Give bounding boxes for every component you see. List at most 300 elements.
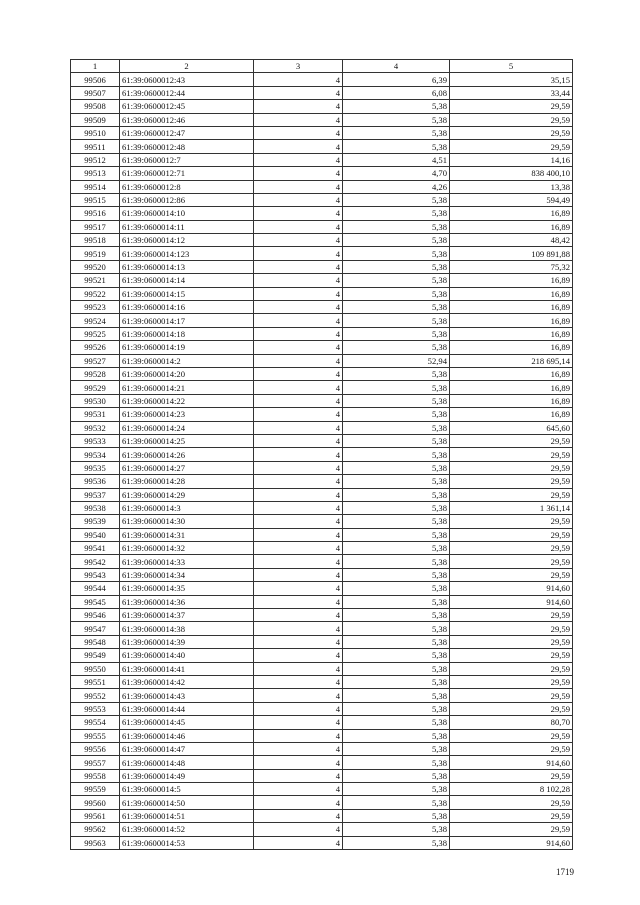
table-row (71, 421, 573, 434)
table-row (71, 675, 573, 688)
cadastral-number-cell: 61:39:0600014:21 (120, 381, 254, 394)
code-cell: 4 (254, 367, 343, 380)
table-row (71, 796, 573, 809)
cadastral-number-cell: 61:39:0600014:19 (120, 341, 254, 354)
code-cell: 4 (254, 421, 343, 434)
row-number-cell: 99541 (71, 542, 120, 555)
cadastral-number-cell: 61:39:0600014:44 (120, 702, 254, 715)
cadastral-number-cell: 61:39:0600014:47 (120, 742, 254, 755)
table-row (71, 501, 573, 514)
value-cell: 5,38 (343, 582, 450, 595)
row-number-cell: 99542 (71, 555, 120, 568)
value-cell: 5,38 (343, 287, 450, 300)
row-number-cell: 99506 (71, 73, 120, 86)
cadastral-number-cell: 61:39:0600012:48 (120, 140, 254, 153)
amount-cell: 914,60 (450, 595, 573, 608)
column-header: 5 (450, 60, 573, 73)
cadastral-number-cell: 61:39:0600014:27 (120, 461, 254, 474)
cadastral-number-cell: 61:39:0600014:35 (120, 582, 254, 595)
cadastral-number-cell: 61:39:0600014:30 (120, 515, 254, 528)
amount-cell: 16,89 (450, 301, 573, 314)
amount-cell: 16,89 (450, 327, 573, 340)
code-cell: 4 (254, 434, 343, 447)
table-row (71, 716, 573, 729)
cadastral-number-cell: 61:39:0600014:53 (120, 836, 254, 849)
amount-cell: 29,59 (450, 434, 573, 447)
code-cell: 4 (254, 408, 343, 421)
code-cell: 4 (254, 836, 343, 849)
amount-cell: 838 400,10 (450, 167, 573, 180)
cadastral-number-cell: 61:39:0600012:71 (120, 167, 254, 180)
value-cell: 5,38 (343, 515, 450, 528)
row-number-cell: 99535 (71, 461, 120, 474)
amount-cell: 29,59 (450, 702, 573, 715)
value-cell: 5,38 (343, 260, 450, 273)
row-number-cell: 99511 (71, 140, 120, 153)
row-number-cell: 99537 (71, 488, 120, 501)
amount-cell: 29,59 (450, 113, 573, 126)
cadastral-number-cell: 61:39:0600014:39 (120, 635, 254, 648)
table-row (71, 542, 573, 555)
amount-cell: 29,59 (450, 448, 573, 461)
cadastral-number-cell: 61:39:0600014:40 (120, 649, 254, 662)
code-cell: 4 (254, 381, 343, 394)
row-number-cell: 99538 (71, 501, 120, 514)
cadastral-number-cell: 61:39:0600012:8 (120, 180, 254, 193)
table-row (71, 193, 573, 206)
amount-cell: 29,59 (450, 568, 573, 581)
cadastral-number-cell: 61:39:0600014:29 (120, 488, 254, 501)
value-cell: 52,94 (343, 354, 450, 367)
amount-cell: 29,59 (450, 555, 573, 568)
cadastral-number-cell: 61:39:0600014:20 (120, 367, 254, 380)
code-cell: 4 (254, 742, 343, 755)
code-cell: 4 (254, 488, 343, 501)
code-cell: 4 (254, 809, 343, 822)
value-cell: 5,38 (343, 394, 450, 407)
amount-cell: 29,59 (450, 515, 573, 528)
amount-cell: 14,16 (450, 153, 573, 166)
row-number-cell: 99507 (71, 86, 120, 99)
code-cell: 4 (254, 542, 343, 555)
cadastral-number-cell: 61:39:0600014:5 (120, 783, 254, 796)
cadastral-number-cell: 61:39:0600012:86 (120, 193, 254, 206)
amount-cell: 16,89 (450, 207, 573, 220)
code-cell: 4 (254, 327, 343, 340)
cadastral-number-cell: 61:39:0600014:12 (120, 234, 254, 247)
amount-cell: 914,60 (450, 582, 573, 595)
row-number-cell: 99510 (71, 126, 120, 139)
value-cell: 4,51 (343, 153, 450, 166)
cadastral-number-cell: 61:39:0600014:42 (120, 675, 254, 688)
row-number-cell: 99539 (71, 515, 120, 528)
cadastral-number-cell: 61:39:0600014:38 (120, 622, 254, 635)
value-cell: 5,38 (343, 568, 450, 581)
code-cell: 4 (254, 394, 343, 407)
row-number-cell: 99559 (71, 783, 120, 796)
row-number-cell: 99517 (71, 220, 120, 233)
table-row (71, 126, 573, 139)
code-cell: 4 (254, 622, 343, 635)
cadastral-number-cell: 61:39:0600012:43 (120, 73, 254, 86)
cadastral-number-cell: 61:39:0600014:28 (120, 475, 254, 488)
row-number-cell: 99552 (71, 689, 120, 702)
code-cell: 4 (254, 260, 343, 273)
table-row (71, 327, 573, 340)
cadastral-number-cell: 61:39:0600014:34 (120, 568, 254, 581)
table-row (71, 394, 573, 407)
code-cell: 4 (254, 515, 343, 528)
row-number-cell: 99524 (71, 314, 120, 327)
table-body (71, 60, 573, 850)
amount-cell: 29,59 (450, 796, 573, 809)
code-cell: 4 (254, 193, 343, 206)
table-row (71, 167, 573, 180)
cadastral-number-cell: 61:39:0600014:52 (120, 823, 254, 836)
code-cell: 4 (254, 86, 343, 99)
code-cell: 4 (254, 769, 343, 782)
table-row (71, 220, 573, 233)
value-cell: 5,38 (343, 367, 450, 380)
row-number-cell: 99556 (71, 742, 120, 755)
table-row (71, 73, 573, 86)
table-row (71, 448, 573, 461)
row-number-cell: 99540 (71, 528, 120, 541)
row-number-cell: 99520 (71, 260, 120, 273)
amount-cell: 8 102,28 (450, 783, 573, 796)
value-cell: 5,38 (343, 702, 450, 715)
amount-cell: 645,60 (450, 421, 573, 434)
data-table (70, 59, 573, 850)
value-cell: 5,38 (343, 675, 450, 688)
code-cell: 4 (254, 689, 343, 702)
value-cell: 5,38 (343, 113, 450, 126)
table-row (71, 367, 573, 380)
row-number-cell: 99530 (71, 394, 120, 407)
amount-cell: 29,59 (450, 528, 573, 541)
amount-cell: 29,59 (450, 689, 573, 702)
row-number-cell: 99525 (71, 327, 120, 340)
table-row (71, 662, 573, 675)
cadastral-number-cell: 61:39:0600014:51 (120, 809, 254, 822)
row-number-cell: 99531 (71, 408, 120, 421)
value-cell: 5,38 (343, 220, 450, 233)
value-cell: 5,38 (343, 716, 450, 729)
row-number-cell: 99516 (71, 207, 120, 220)
row-number-cell: 99526 (71, 341, 120, 354)
amount-cell: 16,89 (450, 314, 573, 327)
cadastral-number-cell: 61:39:0600014:26 (120, 448, 254, 461)
cadastral-number-cell: 61:39:0600014:22 (120, 394, 254, 407)
table-row (71, 113, 573, 126)
value-cell: 5,38 (343, 649, 450, 662)
code-cell: 4 (254, 301, 343, 314)
code-cell: 4 (254, 716, 343, 729)
code-cell: 4 (254, 635, 343, 648)
value-cell: 5,38 (343, 434, 450, 447)
code-cell: 4 (254, 341, 343, 354)
value-cell: 5,38 (343, 461, 450, 474)
amount-cell: 75,32 (450, 260, 573, 273)
code-cell: 4 (254, 234, 343, 247)
cadastral-number-cell: 61:39:0600014:23 (120, 408, 254, 421)
code-cell: 4 (254, 167, 343, 180)
code-cell: 4 (254, 796, 343, 809)
value-cell: 6,08 (343, 86, 450, 99)
table-row (71, 582, 573, 595)
value-cell: 5,38 (343, 274, 450, 287)
row-number-cell: 99522 (71, 287, 120, 300)
row-number-cell: 99558 (71, 769, 120, 782)
code-cell: 4 (254, 756, 343, 769)
page-number: 1719 (556, 867, 574, 877)
value-cell: 5,38 (343, 609, 450, 622)
table-row (71, 783, 573, 796)
amount-cell: 80,70 (450, 716, 573, 729)
row-number-cell: 99543 (71, 568, 120, 581)
row-number-cell: 99534 (71, 448, 120, 461)
table-row (71, 555, 573, 568)
column-header: 1 (71, 60, 120, 73)
table-row (71, 729, 573, 742)
cadastral-number-cell: 61:39:0600014:33 (120, 555, 254, 568)
amount-cell: 29,59 (450, 488, 573, 501)
cadastral-number-cell: 61:39:0600014:24 (120, 421, 254, 434)
code-cell: 4 (254, 568, 343, 581)
amount-cell: 16,89 (450, 367, 573, 380)
amount-cell: 29,59 (450, 100, 573, 113)
value-cell: 5,38 (343, 595, 450, 608)
amount-cell: 35,15 (450, 73, 573, 86)
row-number-cell: 99509 (71, 113, 120, 126)
code-cell: 4 (254, 153, 343, 166)
value-cell: 5,38 (343, 622, 450, 635)
amount-cell: 29,59 (450, 649, 573, 662)
code-cell: 4 (254, 702, 343, 715)
code-cell: 4 (254, 448, 343, 461)
amount-cell: 109 891,88 (450, 247, 573, 260)
code-cell: 4 (254, 662, 343, 675)
amount-cell: 16,89 (450, 341, 573, 354)
row-number-cell: 99553 (71, 702, 120, 715)
column-header: 3 (254, 60, 343, 73)
code-cell: 4 (254, 475, 343, 488)
cadastral-number-cell: 61:39:0600014:37 (120, 609, 254, 622)
row-number-cell: 99514 (71, 180, 120, 193)
table-row (71, 809, 573, 822)
cadastral-number-cell: 61:39:0600014:32 (120, 542, 254, 555)
cadastral-number-cell: 61:39:0600014:3 (120, 501, 254, 514)
table-row (71, 823, 573, 836)
amount-cell: 29,59 (450, 635, 573, 648)
table-row (71, 314, 573, 327)
code-cell: 4 (254, 555, 343, 568)
header-row (71, 60, 573, 73)
amount-cell: 29,59 (450, 609, 573, 622)
cadastral-number-cell: 61:39:0600012:7 (120, 153, 254, 166)
row-number-cell: 99536 (71, 475, 120, 488)
cadastral-number-cell: 61:39:0600014:2 (120, 354, 254, 367)
code-cell: 4 (254, 274, 343, 287)
row-number-cell: 99547 (71, 622, 120, 635)
row-number-cell: 99527 (71, 354, 120, 367)
row-number-cell: 99555 (71, 729, 120, 742)
table-row (71, 207, 573, 220)
row-number-cell: 99562 (71, 823, 120, 836)
row-number-cell: 99523 (71, 301, 120, 314)
value-cell: 5,38 (343, 341, 450, 354)
value-cell: 5,38 (343, 689, 450, 702)
table-row (71, 528, 573, 541)
cadastral-number-cell: 61:39:0600014:10 (120, 207, 254, 220)
row-number-cell: 99519 (71, 247, 120, 260)
code-cell: 4 (254, 461, 343, 474)
value-cell: 5,38 (343, 635, 450, 648)
row-number-cell: 99529 (71, 381, 120, 394)
row-number-cell: 99560 (71, 796, 120, 809)
value-cell: 5,38 (343, 662, 450, 675)
table-row (71, 180, 573, 193)
table-row (71, 689, 573, 702)
column-header: 4 (343, 60, 450, 73)
amount-cell: 29,59 (450, 809, 573, 822)
code-cell: 4 (254, 100, 343, 113)
cadastral-number-cell: 61:39:0600014:36 (120, 595, 254, 608)
row-number-cell: 99513 (71, 167, 120, 180)
amount-cell: 914,60 (450, 836, 573, 849)
row-number-cell: 99508 (71, 100, 120, 113)
row-number-cell: 99521 (71, 274, 120, 287)
row-number-cell: 99515 (71, 193, 120, 206)
table-row (71, 234, 573, 247)
value-cell: 5,38 (343, 488, 450, 501)
cadastral-number-cell: 61:39:0600014:31 (120, 528, 254, 541)
code-cell: 4 (254, 287, 343, 300)
table-row (71, 408, 573, 421)
row-number-cell: 99512 (71, 153, 120, 166)
value-cell: 5,38 (343, 809, 450, 822)
code-cell: 4 (254, 649, 343, 662)
row-number-cell: 99548 (71, 635, 120, 648)
amount-cell: 29,59 (450, 662, 573, 675)
code-cell: 4 (254, 73, 343, 86)
row-number-cell: 99563 (71, 836, 120, 849)
value-cell: 5,38 (343, 475, 450, 488)
amount-cell: 29,59 (450, 769, 573, 782)
amount-cell: 16,89 (450, 287, 573, 300)
value-cell: 5,38 (343, 836, 450, 849)
value-cell: 5,38 (343, 301, 450, 314)
code-cell: 4 (254, 582, 343, 595)
value-cell: 5,38 (343, 247, 450, 260)
value-cell: 5,38 (343, 823, 450, 836)
table-row (71, 568, 573, 581)
table-row (71, 153, 573, 166)
table-row (71, 461, 573, 474)
amount-cell: 29,59 (450, 675, 573, 688)
cadastral-number-cell: 61:39:0600014:15 (120, 287, 254, 300)
cadastral-number-cell: 61:39:0600014:41 (120, 662, 254, 675)
amount-cell: 16,89 (450, 220, 573, 233)
value-cell: 5,38 (343, 421, 450, 434)
amount-cell: 16,89 (450, 408, 573, 421)
value-cell: 5,38 (343, 408, 450, 421)
code-cell: 4 (254, 729, 343, 742)
value-cell: 5,38 (343, 327, 450, 340)
value-cell: 5,38 (343, 729, 450, 742)
row-number-cell: 99561 (71, 809, 120, 822)
amount-cell: 16,89 (450, 381, 573, 394)
table-row (71, 341, 573, 354)
amount-cell: 1 361,14 (450, 501, 573, 514)
amount-cell: 594,49 (450, 193, 573, 206)
code-cell: 4 (254, 354, 343, 367)
cadastral-number-cell: 61:39:0600014:18 (120, 327, 254, 340)
amount-cell: 16,89 (450, 274, 573, 287)
amount-cell: 29,59 (450, 126, 573, 139)
row-number-cell: 99532 (71, 421, 120, 434)
value-cell: 5,38 (343, 448, 450, 461)
value-cell: 5,38 (343, 126, 450, 139)
code-cell: 4 (254, 609, 343, 622)
value-cell: 5,38 (343, 207, 450, 220)
table-row (71, 622, 573, 635)
table-row (71, 609, 573, 622)
table-row (71, 381, 573, 394)
table-row (71, 702, 573, 715)
value-cell: 5,38 (343, 234, 450, 247)
table-row (71, 140, 573, 153)
row-number-cell: 99549 (71, 649, 120, 662)
column-header: 2 (120, 60, 254, 73)
value-cell: 5,38 (343, 742, 450, 755)
cadastral-number-cell: 61:39:0600014:43 (120, 689, 254, 702)
cadastral-number-cell: 61:39:0600014:17 (120, 314, 254, 327)
value-cell: 5,38 (343, 100, 450, 113)
cadastral-number-cell: 61:39:0600014:16 (120, 301, 254, 314)
amount-cell: 29,59 (450, 542, 573, 555)
amount-cell: 29,59 (450, 140, 573, 153)
value-cell: 5,38 (343, 314, 450, 327)
cadastral-number-cell: 61:39:0600012:46 (120, 113, 254, 126)
code-cell: 4 (254, 247, 343, 260)
cadastral-number-cell: 61:39:0600012:47 (120, 126, 254, 139)
cadastral-number-cell: 61:39:0600014:11 (120, 220, 254, 233)
row-number-cell: 99554 (71, 716, 120, 729)
amount-cell: 29,59 (450, 475, 573, 488)
cadastral-number-cell: 61:39:0600014:48 (120, 756, 254, 769)
table-row (71, 475, 573, 488)
value-cell: 4,70 (343, 167, 450, 180)
table-row (71, 595, 573, 608)
code-cell: 4 (254, 126, 343, 139)
amount-cell: 16,89 (450, 394, 573, 407)
value-cell: 5,38 (343, 555, 450, 568)
table-row (71, 515, 573, 528)
row-number-cell: 99550 (71, 662, 120, 675)
table-row (71, 742, 573, 755)
amount-cell: 33,44 (450, 86, 573, 99)
value-cell: 5,38 (343, 783, 450, 796)
table-row (71, 836, 573, 849)
code-cell: 4 (254, 220, 343, 233)
amount-cell: 13,38 (450, 180, 573, 193)
amount-cell: 29,59 (450, 729, 573, 742)
table-row (71, 86, 573, 99)
code-cell: 4 (254, 180, 343, 193)
code-cell: 4 (254, 783, 343, 796)
table-row (71, 100, 573, 113)
